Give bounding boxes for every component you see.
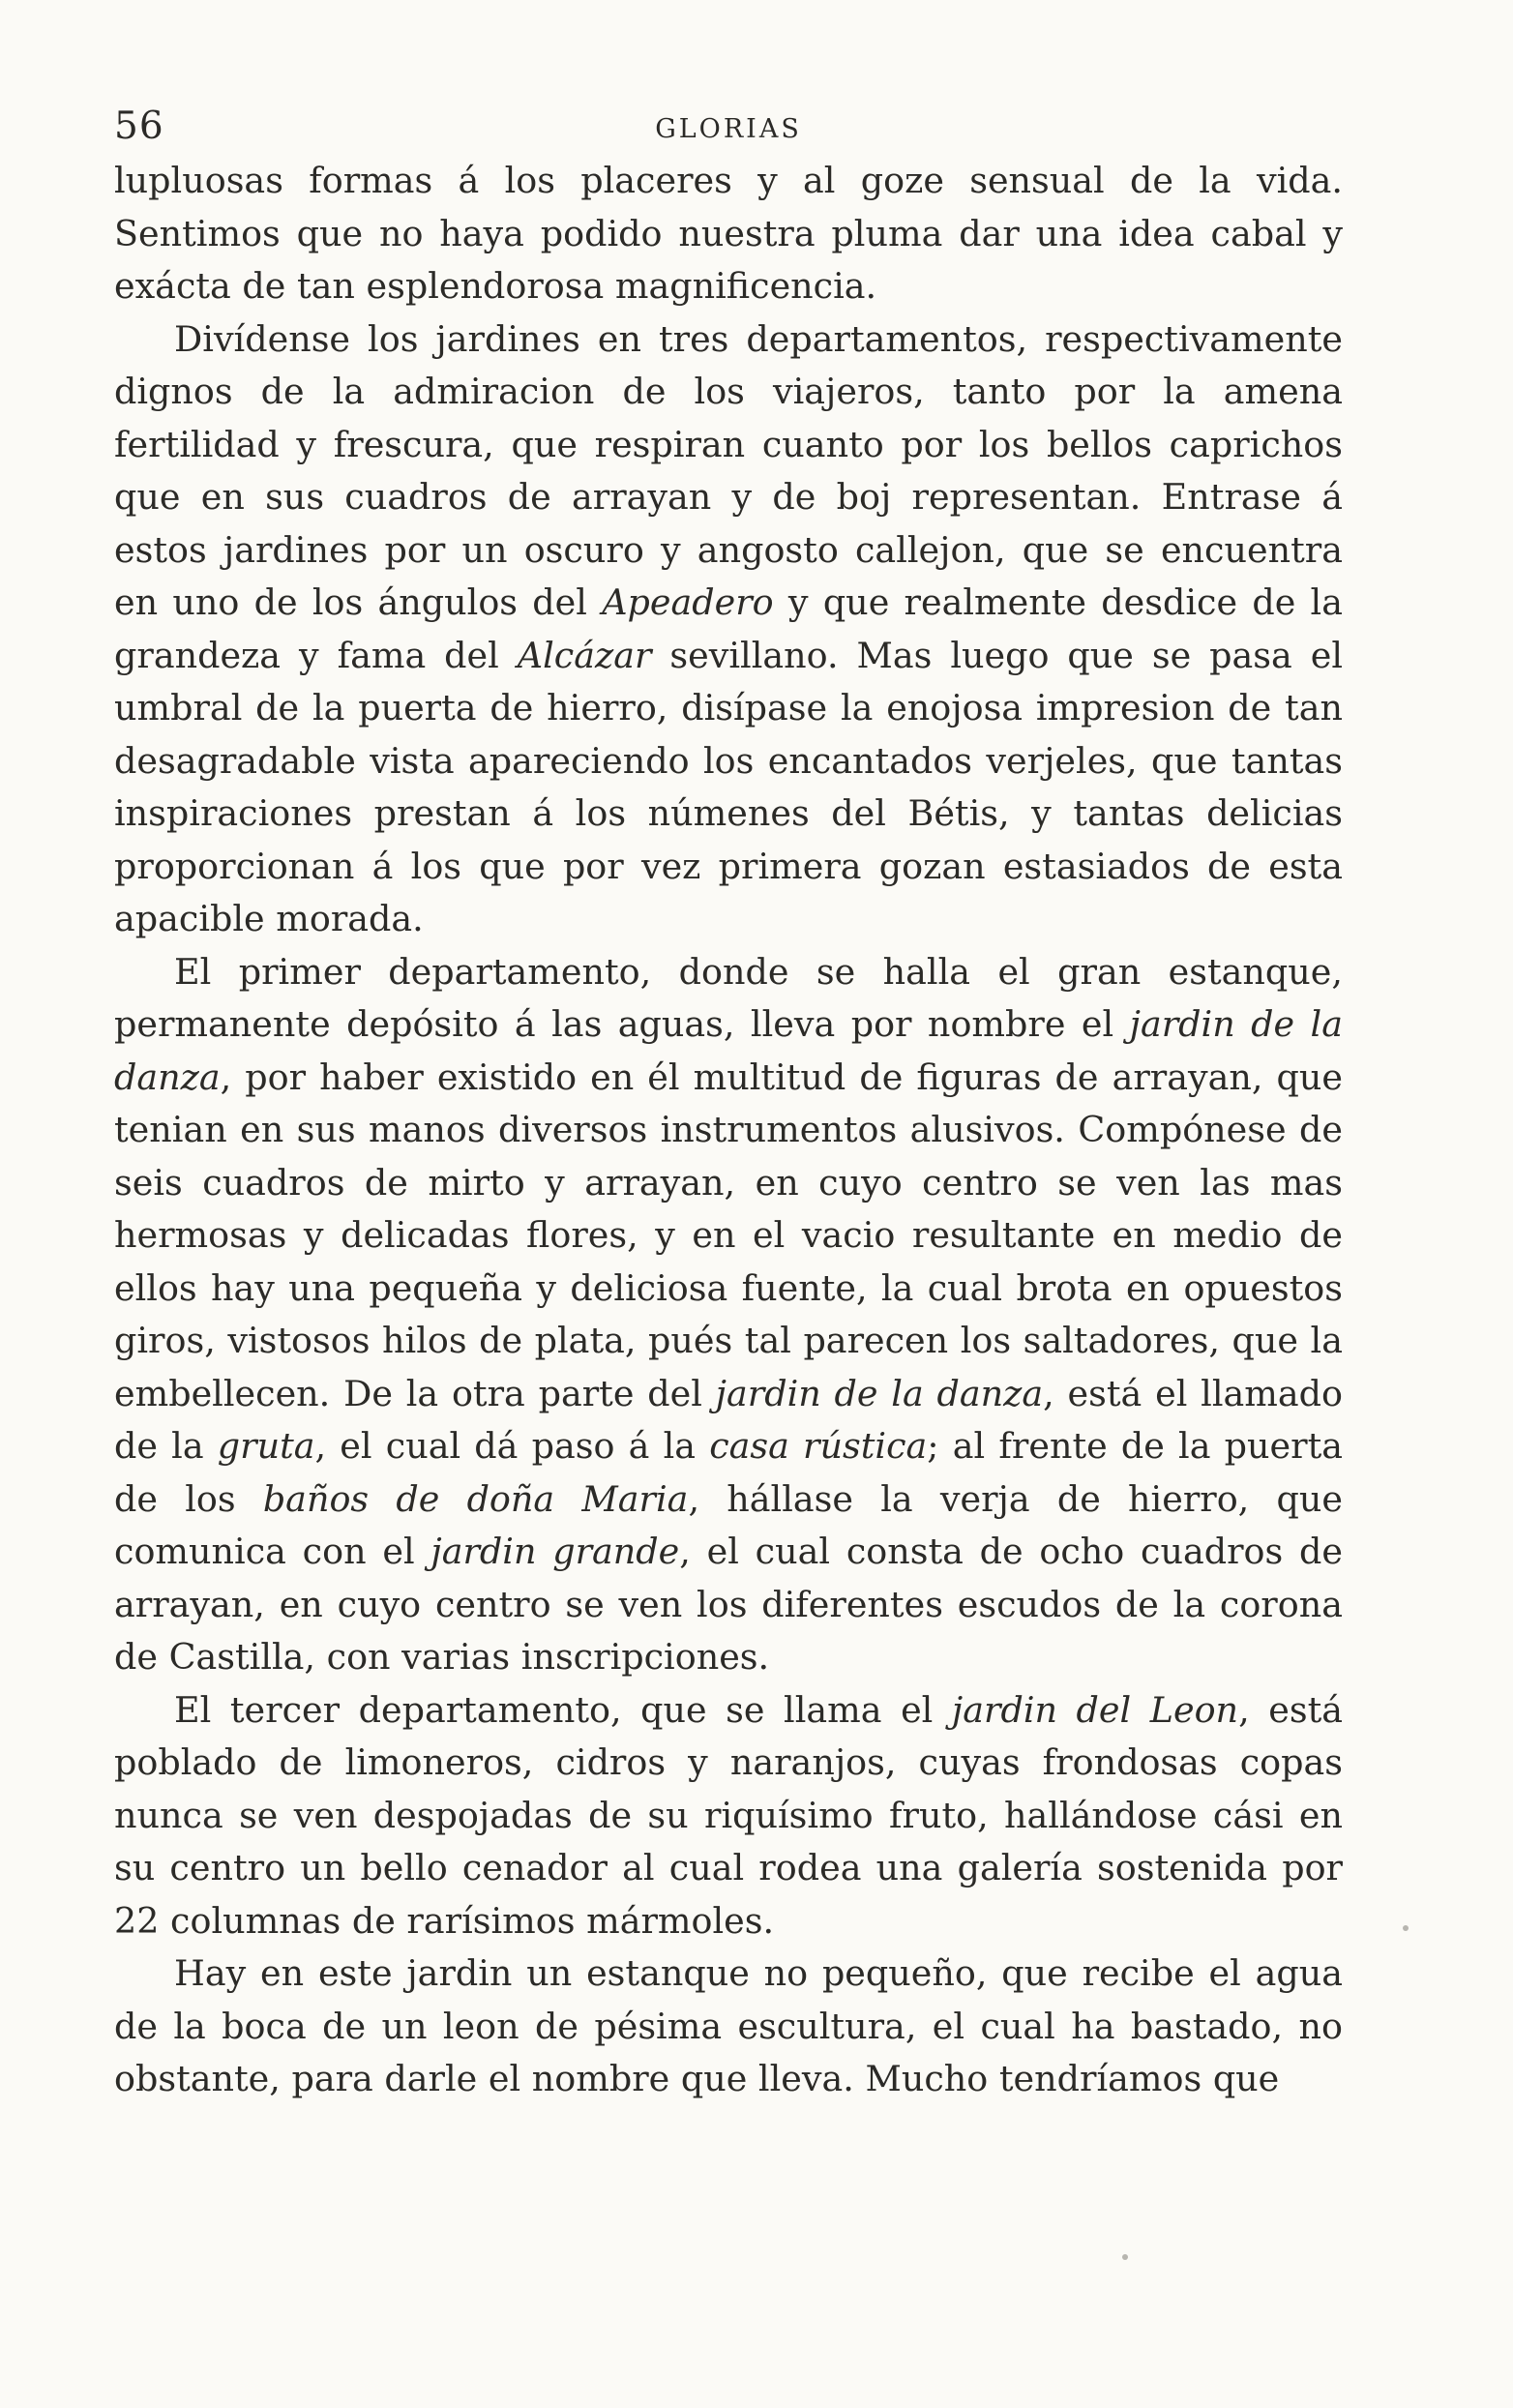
ink-speck xyxy=(1403,1925,1409,1931)
text-run: El tercer departamento, que se llama el xyxy=(174,1688,952,1731)
text-run: , el cual consta de ocho cuadros de arrayan, en cuyo centro se ven los diferentes escudos de la corona de Castilla, con varias inscripciones. xyxy=(114,1531,1343,1678)
italic-text: jardin grande xyxy=(430,1531,680,1572)
running-head xyxy=(114,104,1343,147)
text-run: , está poblado de limoneros, cidros y naranjos, cuyas frondosas copas nunca se ven despojadas de su riquísimo fruto, hallándose cási en su centro un bello cenador al cual rodea una galería sostenida por 22 columnas de rarísimos mármoles. xyxy=(114,1688,1343,1942)
paragraph xyxy=(114,946,1343,1684)
text-run: lupluosas formas á los placeres y al goze sensual de la vida. Sentimos que no haya podido nuestra pluma dar una idea cabal y exácta de tan esplendorosa magnificencia. xyxy=(114,160,1343,307)
text-run: , hállase la verja de hierro, que comunica con el xyxy=(114,1477,1343,1572)
text-run: sevillano. Mas luego que se pasa el umbral de la puerta de hierro, disípase la enojosa impresion de tan desagradable vista apareciendo los encantados verjeles, que tantas inspiraciones prestan á los númenes del Bétis, y tantas delicias proporcionan á los que por vez primera gozan estasiados de esta apacible morada. xyxy=(114,634,1343,939)
paragraph xyxy=(114,1947,1343,2106)
italic-text: Alcázar xyxy=(517,634,652,676)
text-run: y que realmente desdice de la grandeza y fama del xyxy=(114,581,1343,676)
paragraph xyxy=(114,313,1343,946)
ink-speck xyxy=(1122,2254,1128,2260)
text-run: Divídense los jardines en tres departamentos, respectivamente dignos de la admiracion de los viajeros, tanto por la amena fertilidad y frescura, que respiran cuanto por los bellos caprichos que en sus cuadros de arrayan y de boj representan. Entrase á estos jardines por un oscuro y angosto callejon, que se encuentra en uno de los ángulos del xyxy=(114,317,1343,623)
italic-text: casa rústica xyxy=(709,1425,928,1467)
italic-text: jardin de la danza xyxy=(715,1372,1044,1414)
italic-text: Apeadero xyxy=(602,581,774,623)
text-run: , el cual dá paso á la xyxy=(314,1425,710,1467)
running-title: GLORIAS xyxy=(655,114,802,144)
text-run: Hay en este jardin un estanque no pequeño, que recibe el agua de la boca de un leon de pésima escultura, el cual ha bastado, no obstante, para darle el nombre que lleva. Mucho tendríamos que xyxy=(114,1952,1343,2099)
italic-text: jardin de la danza xyxy=(114,1003,1343,1098)
italic-text: baños de doña Maria xyxy=(262,1477,689,1520)
page-number: 56 xyxy=(114,104,164,148)
text-run: , por haber existido en él multitud de figuras de arrayan, que tenian en sus manos diversos instrumentos alusivos. Compónese de seis cuadros de mirto y arrayan, en cuyo centro se ven las mas hermosas y delicadas flores, y en el vacio resultante en medio de ellos hay una pequeña y deliciosa fuente, la cual brota en opuestos giros, vistosos hilos de plata, pués tal parecen los saltadores, que la embellecen. De la otra parte del xyxy=(114,1055,1343,1414)
text-run: El primer departamento, donde se halla el gran estanque, permanente depósito á las aguas, lleva por nombre el xyxy=(114,950,1343,1045)
text-run: , está el llamado de la xyxy=(114,1372,1343,1467)
paragraph xyxy=(114,155,1343,313)
body-text xyxy=(114,155,1343,2106)
paragraph xyxy=(114,1684,1343,1948)
italic-text: gruta xyxy=(217,1425,315,1467)
italic-text: jardin del Leon xyxy=(951,1688,1239,1731)
text-run: ; al frente de la puerta de los xyxy=(114,1425,1344,1520)
